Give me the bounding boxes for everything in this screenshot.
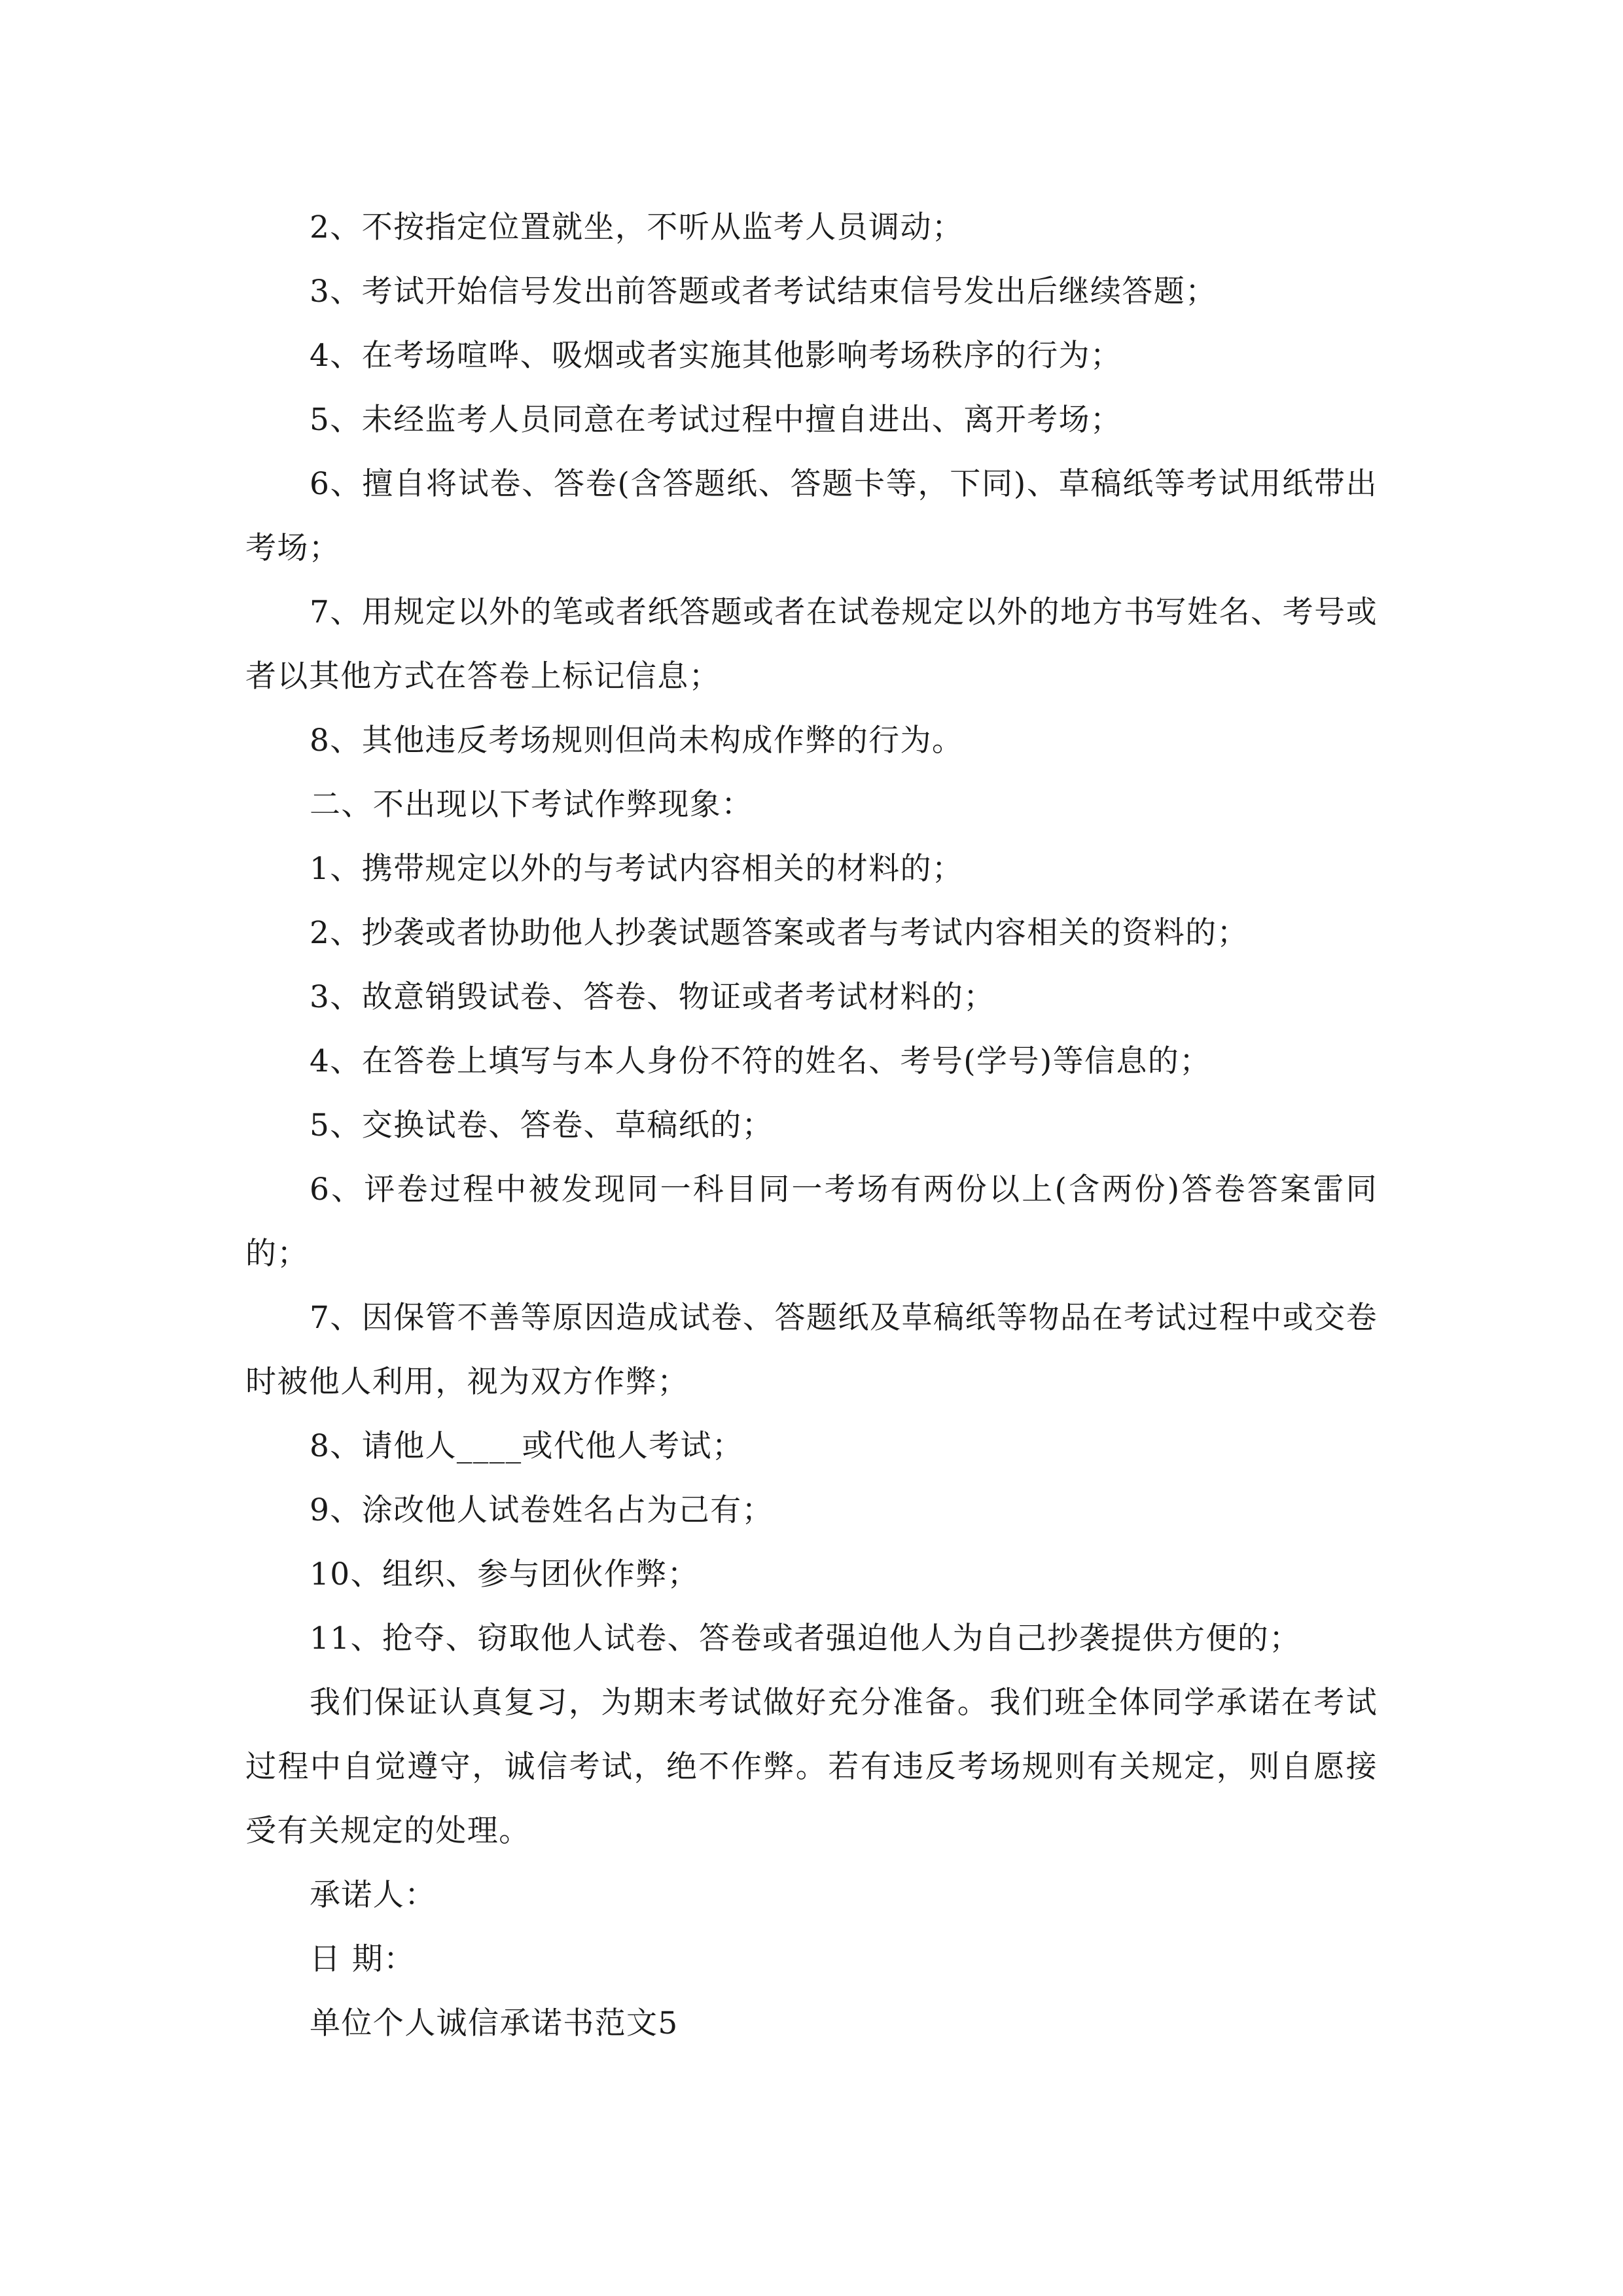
cheating-item-3: 3、故意销毁试卷、答卷、物证或者考试材料的； — [310, 979, 995, 1015]
cheating-item-11: 11、抢夺、窃取他人试卷、答卷或者强迫他人为自己抄袭提供方便的； — [310, 1621, 1301, 1657]
cheating-item-5: 5、交换试卷、答卷、草稿纸的； — [310, 1107, 774, 1143]
signatory-label: 承诺人： — [310, 1877, 437, 1913]
section-heading-cheating: 二、不出现以下考试作弊现象： — [310, 787, 753, 823]
rule-item-7: 7、用规定以外的笔或者纸答题或者在试卷规定以外的地方书写姓名、考号或者以其他方式在答卷上标记信息； — [245, 594, 1378, 694]
cheating-item-9: 9、涂改他人试卷姓名占为己有； — [310, 1492, 774, 1528]
cheating-item-7: 7、因保管不善等原因造成试卷、答题纸及草稿纸等物品在考试过程中或交卷时被他人利用，视为双方作弊； — [245, 1300, 1378, 1400]
pledge-statement: 我们保证认真复习，为期末考试做好充分准备。我们班全体同学承诺在考试过程中自觉遵守，诚信考试，绝不作弊。若有违反考场规则有关规定，则自愿接受有关规定的处理。 — [245, 1685, 1378, 1849]
cheating-item-4: 4、在答卷上填写与本人身份不符的姓名、考号(学号)等信息的； — [310, 1043, 1211, 1079]
rule-item-2: 2、不按指定位置就坐，不听从监考人员调动； — [310, 209, 964, 245]
rule-item-8: 8、其他违反考场规则但尚未构成作弊的行为。 — [310, 723, 964, 759]
cheating-item-2: 2、抄袭或者协助他人抄袭试题答案或者与考试内容相关的资料的； — [310, 915, 1249, 951]
next-section-title: 单位个人诚信承诺书范文5 — [310, 2005, 679, 2041]
rule-item-3: 3、考试开始信号发出前答题或者考试结束信号发出后继续答题； — [310, 274, 1217, 310]
cheating-item-1: 1、携带规定以外的与考试内容相关的材料的； — [310, 851, 964, 887]
cheating-item-6: 6、评卷过程中被发现同一科目同一考场有两份以上(含两份)答卷答案雷同的； — [245, 1172, 1378, 1272]
rule-item-6: 6、擅自将试卷、答卷(含答题纸、答题卡等，下同)、草稿纸等考试用纸带出考场； — [245, 466, 1378, 566]
document-body — [245, 196, 1378, 2056]
rule-item-5: 5、未经监考人员同意在考试过程中擅自进出、离开考场； — [310, 402, 1122, 438]
date-label: 日 期： — [310, 1941, 416, 1977]
cheating-item-10: 10、组织、参与团伙作弊； — [310, 1556, 700, 1592]
rule-item-4: 4、在考场喧哗、吸烟或者实施其他影响考场秩序的行为； — [310, 338, 1122, 374]
cheating-item-8: 8、请他人____或代他人考试； — [310, 1428, 744, 1464]
